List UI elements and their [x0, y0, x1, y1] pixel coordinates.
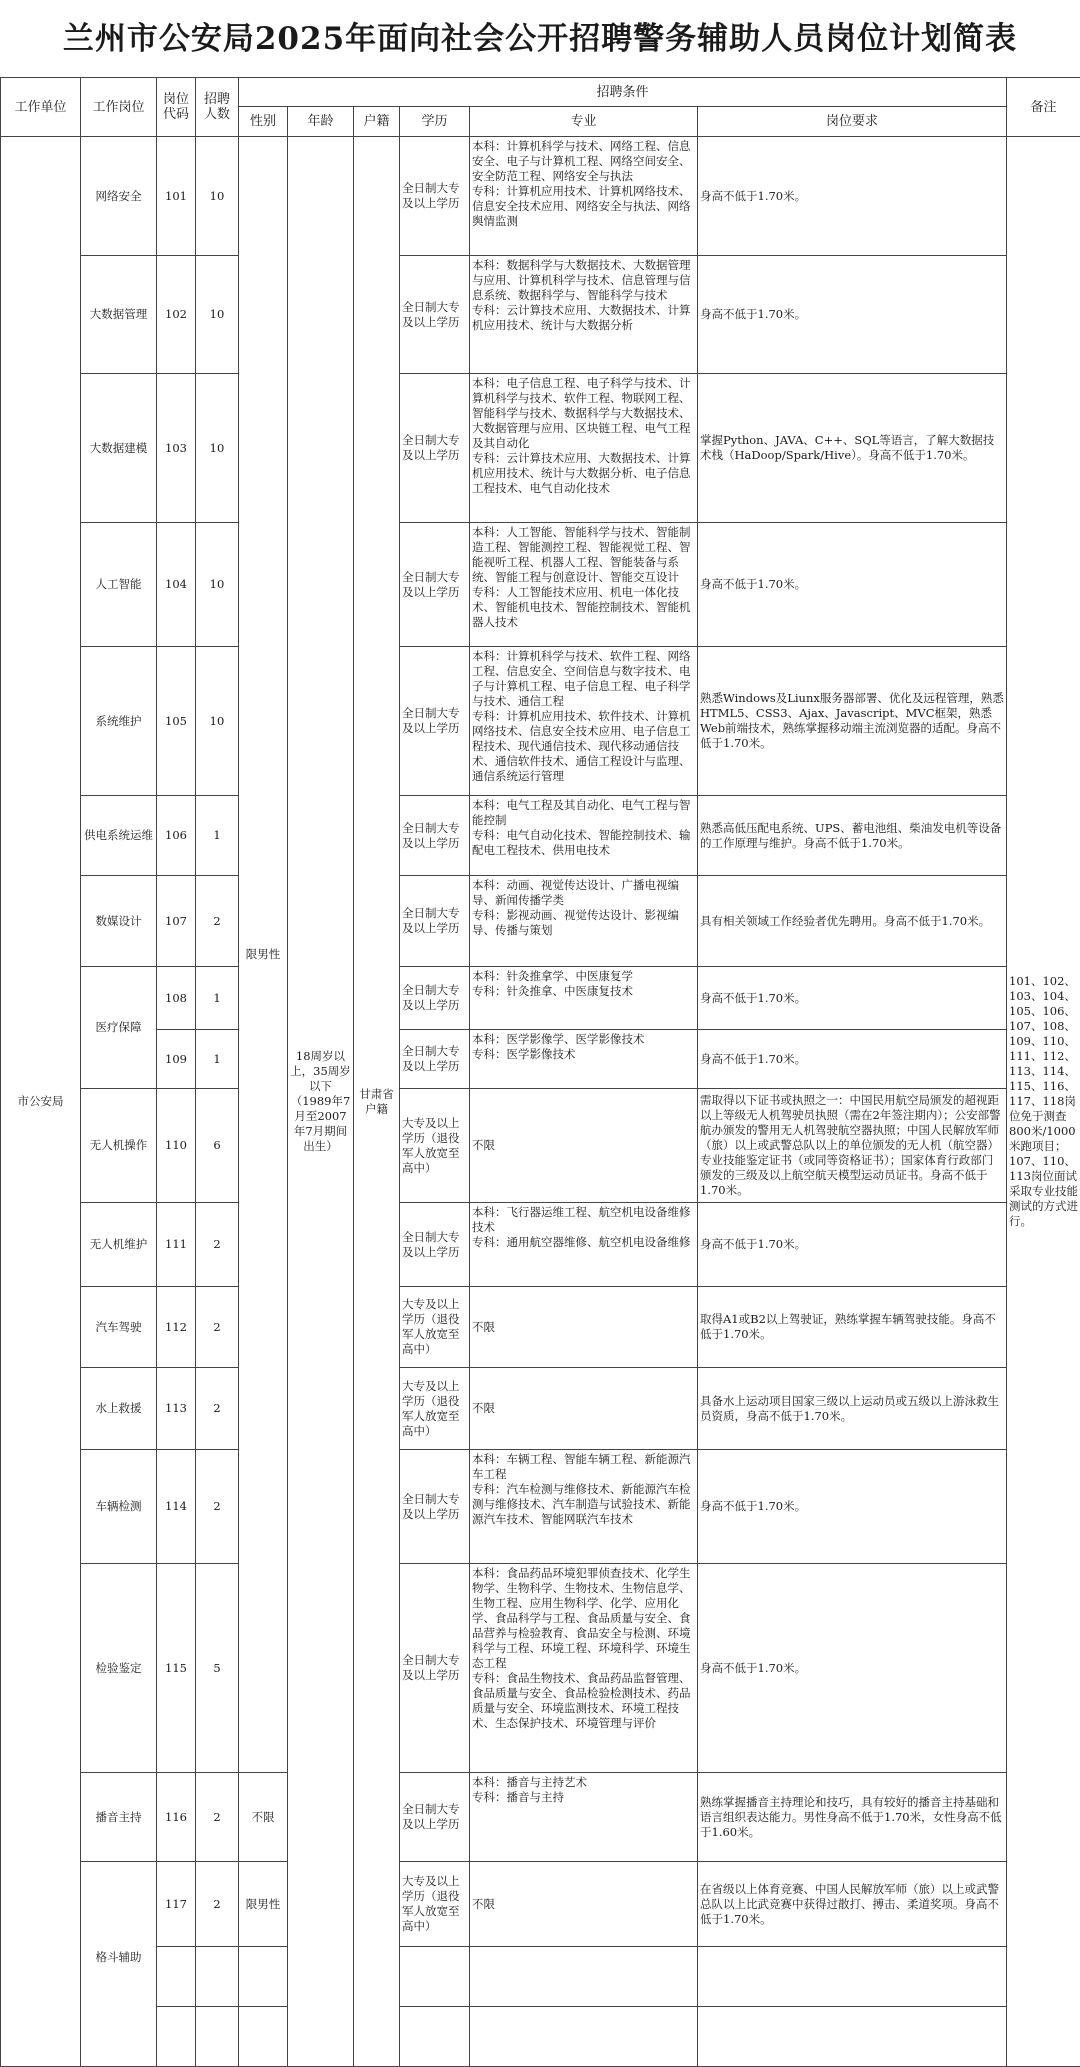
education-cell: 全日制大专及以上学历 — [400, 1564, 470, 1773]
table-row — [1, 1089, 1080, 1203]
code-cell — [157, 1947, 196, 2007]
education-cell: 全日制大专及以上学历 — [400, 1030, 470, 1089]
count-cell: 10 — [196, 523, 239, 647]
education-cell: 全日制大专及以上学历 — [400, 1450, 470, 1564]
header-remark: 备注 — [1007, 78, 1080, 137]
position-cell: 无人机操作 — [81, 1089, 157, 1203]
table-row — [1, 374, 1080, 523]
position-cell: 数媒设计 — [81, 876, 157, 967]
count-cell: 2 — [196, 876, 239, 967]
code-cell: 105 — [157, 647, 196, 796]
requirement-cell: 具有相关领域工作经验者优先聘用。身高不低于1.70米。 — [698, 876, 1007, 967]
education-cell: 全日制大专及以上学历 — [400, 137, 470, 256]
position-cell: 水上救援 — [81, 1368, 157, 1450]
header-row-1 — [1, 78, 1080, 107]
count-cell: 2 — [196, 1203, 239, 1287]
recruitment-table — [0, 77, 1080, 2067]
requirement-cell: 身高不低于1.70米。 — [698, 1450, 1007, 1564]
header-conditions: 招聘条件 — [239, 78, 1007, 107]
position-cell: 大数据管理 — [81, 256, 157, 374]
requirement-cell: 身高不低于1.70米。 — [698, 1564, 1007, 1773]
count-cell: 5 — [196, 1564, 239, 1773]
major-cell: 本科：计算机科学与技术、网络工程、信息安全、电子与计算机工程、网络空间安全、安全防范工程、网络安全与执法 专科：计算机应用技术、计算机网络技术、信息安全技术应用、网络安全与执法、网络舆情监测 — [470, 137, 698, 256]
code-cell: 115 — [157, 1564, 196, 1773]
position-cell: 检验鉴定 — [81, 1564, 157, 1773]
table-row — [1, 1287, 1080, 1368]
requirement-cell: 身高不低于1.70米。 — [698, 1203, 1007, 1287]
count-cell: 1 — [196, 1030, 239, 1089]
major-cell: 不限 — [470, 1862, 698, 1947]
position-cell: 汽车驾驶 — [81, 1287, 157, 1368]
table-row — [1, 876, 1080, 967]
table-row — [1, 1947, 1080, 2007]
header-code: 岗位代码 — [157, 78, 196, 137]
major-cell: 本科：动画、视觉传达设计、广播电视编导、新闻传播学类 专科：影视动画、视觉传达设计、影视编导、传播与策划 — [470, 876, 698, 967]
page-title: 兰州市公安局2025年面向社会公开招聘警务辅助人员岗位计划简表 — [0, 0, 1080, 78]
header-age: 年龄 — [288, 107, 354, 137]
table-row — [1, 137, 1080, 256]
header-education: 学历 — [400, 107, 470, 137]
code-cell: 114 — [157, 1450, 196, 1564]
count-cell: 2 — [196, 1773, 239, 1862]
requirement-cell: 在省级以上体育竞赛、中国人民解放军师（旅）以上或武警总队以上比武竞赛中获得过散打、搏击、柔道奖项。身高不低于1.70米。 — [698, 1862, 1007, 1947]
education-cell: 全日制大专及以上学历 — [400, 876, 470, 967]
major-cell: 本科：电气工程及其自动化、电气工程与智能控制 专科：电气自动化技术、智能控制技术、输配电工程技术、供用电技术 — [470, 796, 698, 876]
position-cell: 格斗辅助 — [81, 1862, 157, 2067]
requirement-cell: 身高不低于1.70米。 — [698, 137, 1007, 256]
education-cell: 全日制大专及以上学历 — [400, 647, 470, 796]
gender-cell — [239, 2007, 288, 2067]
table-row — [1, 796, 1080, 876]
major-cell: 本科：车辆工程、智能车辆工程、新能源汽车工程 专科：汽车检测与维修技术、新能源汽车检测与维修技术、汽车制造与试验技术、新能源汽车技术、智能网联汽车技术 — [470, 1450, 698, 1564]
count-cell: 2 — [196, 1287, 239, 1368]
major-cell: 本科：计算机科学与技术、软件工程、网络工程、信息安全、空间信息与数字技术、电子与计算机工程、电子信息工程、电子科学与技术、通信工程 专科：计算机应用技术、软件技术、计算机网络技术、信息安全技术应用、电子信息工程技术、现代通信技术、现代移动通信技术、通信软件技术、通信工程设计与监理、通信系统运行管理 — [470, 647, 698, 796]
count-cell: 10 — [196, 256, 239, 374]
major-cell: 本科：电子信息工程、电子科学与技术、计算机科学与技术、软件工程、物联网工程、智能科学与技术、数据科学与大数据技术、大数据管理与应用、区块链工程、电气工程及其自动化 专科：云计算技术应用、大数据技术、计算机应用技术、统计与大数据分析、电子信息工程技术、电气自动化技术 — [470, 374, 698, 523]
major-cell: 本科：播音与主持艺术 专科：播音与主持 — [470, 1773, 698, 1862]
code-cell: 107 — [157, 876, 196, 967]
header-major: 专业 — [470, 107, 698, 137]
table-row — [1, 1450, 1080, 1564]
major-cell: 本科：针灸推拿学、中医康复学 专科：针灸推拿、中医康复技术 — [470, 967, 698, 1030]
gender-cell: 不限 — [239, 1773, 288, 1862]
major-cell: 本科：人工智能、智能科学与技术、智能制造工程、智能测控工程、智能视觉工程、智能视听工程、机器人工程、智能装备与系统、智能工程与创意设计、智能交互设计 专科：人工智能技术应用、机电一体化技术、智能机电技术、智能控制技术、智能机器人技术 — [470, 523, 698, 647]
age-cell: 18周岁以上，35周岁以下（1989年7月至2007年7月期间出生） — [288, 137, 354, 2067]
code-cell: 109 — [157, 1030, 196, 1089]
major-cell: 不限 — [470, 1089, 698, 1203]
remark-cell: 101、102、103、104、105、106、107、108、109、110、111、112、113、114、115、116、117、118岗位免于测查800米/1000米跑项目；107、110、113岗位面试采取专业技能测试的方式进行。 — [1007, 137, 1080, 2067]
requirement-cell: 身高不低于1.70米。 — [698, 256, 1007, 374]
requirement-cell: 身高不低于1.70米。 — [698, 967, 1007, 1030]
count-cell: 1 — [196, 796, 239, 876]
requirement-cell: 身高不低于1.70米。 — [698, 1030, 1007, 1089]
code-cell: 117 — [157, 1862, 196, 1947]
code-cell: 102 — [157, 256, 196, 374]
major-cell: 不限 — [470, 1287, 698, 1368]
count-cell: 10 — [196, 647, 239, 796]
position-cell: 播音主持 — [81, 1773, 157, 1862]
education-cell: 大专及以上学历（退役军人放宽至高中） — [400, 1287, 470, 1368]
count-cell: 1 — [196, 967, 239, 1030]
code-cell: 111 — [157, 1203, 196, 1287]
table-row — [1, 523, 1080, 647]
code-cell — [157, 2007, 196, 2067]
major-cell: 不限 — [470, 1368, 698, 1450]
code-cell: 101 — [157, 137, 196, 256]
position-cell: 供电系统运维 — [81, 796, 157, 876]
position-cell: 无人机维护 — [81, 1203, 157, 1287]
table-row — [1, 256, 1080, 374]
hukou-cell: 甘肃省户籍 — [354, 137, 400, 2067]
position-cell: 网络安全 — [81, 137, 157, 256]
requirement-cell: 熟悉高低压配电系统、UPS、蓄电池组、柴油发电机等设备的工作原理与维护。身高不低于1.70米。 — [698, 796, 1007, 876]
code-cell: 116 — [157, 1773, 196, 1862]
table-row — [1, 1203, 1080, 1287]
education-cell: 全日制大专及以上学历 — [400, 1773, 470, 1862]
gender-cell — [239, 1947, 288, 2007]
requirement-cell: 具备水上运动项目国家三级以上运动员或五级以上游泳救生员资质，身高不低于1.70米。 — [698, 1368, 1007, 1450]
requirement-cell: 取得A1或B2以上驾驶证，熟练掌握车辆驾驶技能。身高不低于1.70米。 — [698, 1287, 1007, 1368]
table-row — [1, 647, 1080, 796]
position-cell: 大数据建模 — [81, 374, 157, 523]
code-cell: 108 — [157, 967, 196, 1030]
major-cell: 本科：食品药品环境犯罪侦查技术、化学生物学、生物科学、生物技术、生物信息学、生物工程、应用生物科学、化学、应用化学、食品科学与工程、食品质量与安全、食品营养与检验教育、食品安全与检测、环境科学与工程、环境工程、环境科学、环境生态工程 专科：食品生物技术、食品药品监督管理、食品质量与安全、食品检验检测技术、药品质量与安全、环境监测技术、环境工程技术、生态保护技术、环境管理与评价 — [470, 1564, 698, 1773]
requirement-cell: 掌握Python、JAVA、C++、SQL等语言，了解大数据技术栈（HaDoop/Spark/Hive）。身高不低于1.70米。 — [698, 374, 1007, 523]
education-cell: 大专及以上学历（退役军人放宽至高中） — [400, 1368, 470, 1450]
count-cell: 2 — [196, 1862, 239, 1947]
education-cell: 全日制大专及以上学历 — [400, 1203, 470, 1287]
count-cell: 6 — [196, 1089, 239, 1203]
count-cell: 2 — [196, 1368, 239, 1450]
education-cell: 全日制大专及以上学历 — [400, 523, 470, 647]
requirement-cell — [698, 1947, 1007, 2007]
major-cell: 本科：医学影像学、医学影像技术 专科：医学影像技术 — [470, 1030, 698, 1089]
requirement-cell: 熟悉Windows及Liunx服务器部署、优化及远程管理，熟悉HTML5、CSS3、Ajax、Javascript、MVC框架，熟悉Web前端技术，熟练掌握移动端主流浏览器的适配。身高不低于1.70米。 — [698, 647, 1007, 796]
header-hukou: 户籍 — [354, 107, 400, 137]
position-cell: 车辆检测 — [81, 1450, 157, 1564]
education-cell: 大专及以上学历（退役军人放宽至高中） — [400, 1862, 470, 1947]
requirement-cell: 需取得以下证书或执照之一：中国民用航空局颁发的超视距以上等级无人机驾驶员执照（需在2年签注期内）；公安部警航办颁发的警用无人机驾驶航空器执照；中国人民解放军师（旅）以上或武警总队以上的单位颁发的无人机（航空器）专业技能鉴定证书（或同等资格证书）；国家体育行政部门颁发的三级及以上航空航天模型运动员证书。身高不低于1.70米。 — [698, 1089, 1007, 1203]
table-row — [1, 1564, 1080, 1773]
code-cell: 106 — [157, 796, 196, 876]
header-position: 工作岗位 — [81, 78, 157, 137]
unit-cell: 市公安局 — [1, 137, 81, 2067]
gender-cell: 限男性 — [239, 137, 288, 1773]
education-cell: 全日制大专及以上学历 — [400, 967, 470, 1030]
education-cell: 全日制大专及以上学历 — [400, 796, 470, 876]
table-row — [1, 1862, 1080, 1947]
education-cell: 全日制大专及以上学历 — [400, 374, 470, 523]
header-gender: 性别 — [239, 107, 288, 137]
table-row — [1, 1030, 1080, 1089]
count-cell: 10 — [196, 374, 239, 523]
gender-cell: 限男性 — [239, 1862, 288, 1947]
education-cell — [400, 2007, 470, 2067]
table-row — [1, 1368, 1080, 1450]
code-cell: 112 — [157, 1287, 196, 1368]
table-row — [1, 1773, 1080, 1862]
requirement-cell — [698, 2007, 1007, 2067]
requirement-cell: 熟练掌握播音主持理论和技巧，具有较好的播音主持基础和语言组织表达能力。男性身高不低于1.70米，女性身高不低于1.60米。 — [698, 1773, 1007, 1862]
count-cell: 2 — [196, 1450, 239, 1564]
count-cell: 10 — [196, 137, 239, 256]
major-cell: 本科：飞行器运维工程、航空机电设备维修技术 专科：通用航空器维修、航空机电设备维修 — [470, 1203, 698, 1287]
header-unit: 工作单位 — [1, 78, 81, 137]
header-count: 招聘人数 — [196, 78, 239, 137]
code-cell: 103 — [157, 374, 196, 523]
table-row — [1, 2007, 1080, 2067]
education-cell — [400, 1947, 470, 2007]
major-cell — [470, 1947, 698, 2007]
code-cell: 110 — [157, 1089, 196, 1203]
code-cell: 113 — [157, 1368, 196, 1450]
header-requirement: 岗位要求 — [698, 107, 1007, 137]
code-cell: 104 — [157, 523, 196, 647]
position-cell: 医疗保障 — [81, 967, 157, 1089]
position-cell: 系统维护 — [81, 647, 157, 796]
education-cell: 全日制大专及以上学历 — [400, 256, 470, 374]
position-cell: 人工智能 — [81, 523, 157, 647]
major-cell — [470, 2007, 698, 2067]
major-cell: 本科：数据科学与大数据技术、大数据管理与应用、计算机科学与技术、信息管理与信息系统、数据科学与、智能科学与技术 专科：云计算技术应用、大数据技术、计算机应用技术、统计与大数据分析 — [470, 256, 698, 374]
count-cell — [196, 1947, 239, 2007]
requirement-cell: 身高不低于1.70米。 — [698, 523, 1007, 647]
count-cell — [196, 2007, 239, 2067]
education-cell: 大专及以上学历（退役军人放宽至高中） — [400, 1089, 470, 1203]
table-row — [1, 967, 1080, 1030]
